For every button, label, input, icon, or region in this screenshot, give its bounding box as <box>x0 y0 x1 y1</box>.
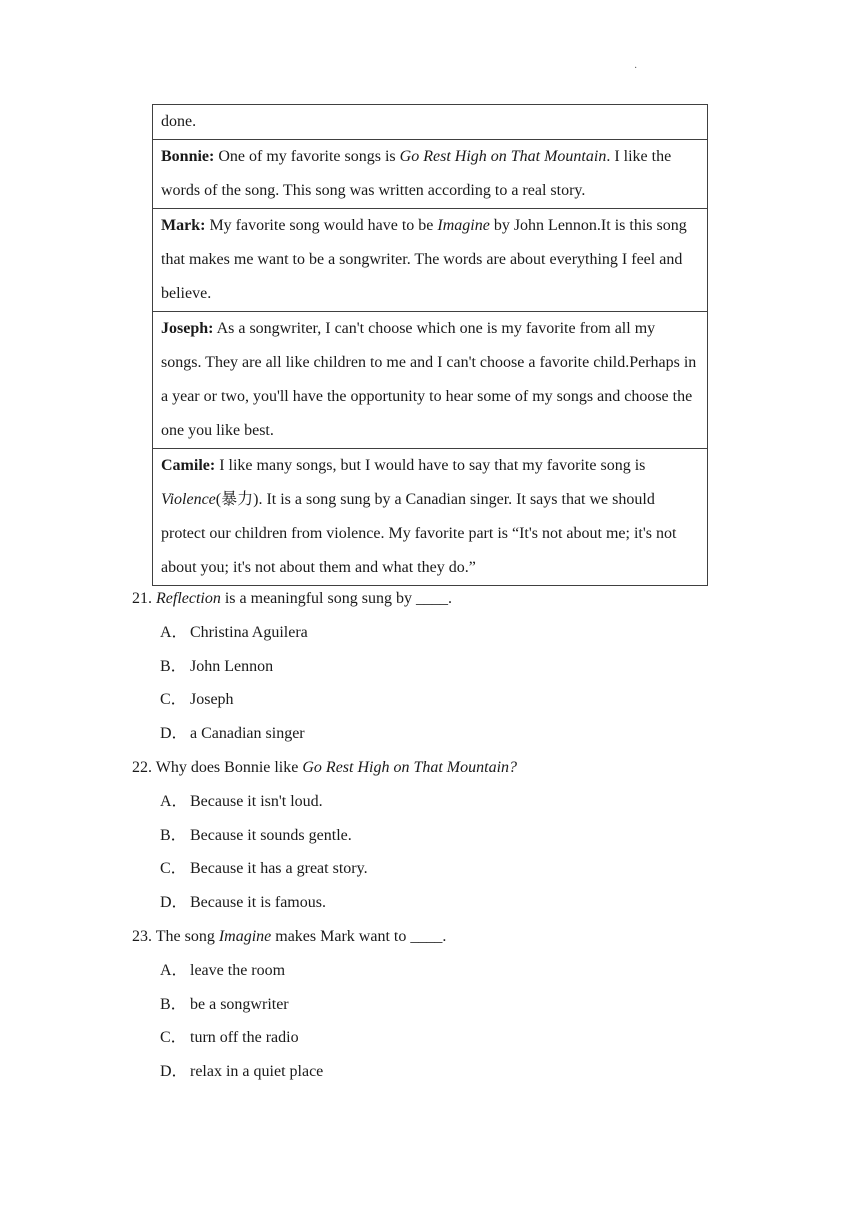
quote-text: My favorite song would have to be <box>205 217 438 234</box>
option-letter: C． <box>160 691 187 709</box>
song-title: Imagine <box>218 927 272 945</box>
quote-text: I like many songs, but I would have to say that my favorite song is <box>215 457 646 474</box>
option-letter: A． <box>160 792 188 810</box>
option-text: John Lennon <box>190 657 274 675</box>
table-row <box>153 105 708 140</box>
quote-text: As a songwriter, I can't choose which one is my favorite from all my songs. They are all like children to me and I can't choose a favorite child.Perhaps in a year or two, you'll have the opportunity to hear some of my songs and choose the one you like best. <box>161 320 697 439</box>
option-text: leave the room <box>190 961 286 979</box>
question-stem <box>132 920 732 954</box>
option-letter: C． <box>160 860 187 878</box>
question-list <box>132 582 732 1089</box>
table-row <box>153 312 708 449</box>
question-number: 22. <box>132 758 152 776</box>
song-title: Go Rest High on That Mountain? <box>302 758 518 776</box>
option-a[interactable] <box>132 785 732 819</box>
option-b[interactable] <box>132 819 732 853</box>
quote-text: done. <box>161 113 197 130</box>
table-cell <box>153 209 708 312</box>
option-a[interactable] <box>132 954 732 988</box>
speaker-name: Mark: <box>161 217 206 234</box>
option-letter: B． <box>160 826 187 844</box>
page-marker: · <box>634 63 638 74</box>
option-d[interactable] <box>132 886 732 920</box>
option-d[interactable] <box>132 717 732 751</box>
table-row <box>153 209 708 312</box>
option-text: turn off the radio <box>190 1029 299 1047</box>
table-row <box>153 449 708 586</box>
speaker-name: Camile: <box>161 457 216 474</box>
table-row <box>153 140 708 209</box>
quote-text: (暴力). It is a song sung by a Canadian singer. It says that we should protect our children from violence. My favorite part is “It's not about me; it's not about you; it's not about them and what they do.” <box>161 491 677 576</box>
question-stem <box>132 751 732 785</box>
option-text: Because it has a great story. <box>190 860 368 878</box>
table-cell <box>153 449 708 586</box>
option-letter: D． <box>160 894 188 912</box>
option-d[interactable] <box>132 1055 732 1089</box>
option-b[interactable] <box>132 650 732 684</box>
option-letter: D． <box>160 725 188 743</box>
option-letter: B． <box>160 657 187 675</box>
option-c[interactable] <box>132 683 732 717</box>
option-letter: C． <box>160 1029 187 1047</box>
option-text: a Canadian singer <box>190 725 305 743</box>
option-letter: B． <box>160 995 187 1013</box>
stem-text: makes Mark want to ____. <box>271 927 447 945</box>
song-title: Go Rest High on That Mountain <box>399 148 607 165</box>
option-letter: D． <box>160 1063 188 1081</box>
option-b[interactable] <box>132 988 732 1022</box>
song-title: Violence <box>161 491 216 508</box>
option-text: relax in a quiet place <box>190 1063 324 1081</box>
table-cell <box>153 312 708 449</box>
option-text: Christina Aguilera <box>190 623 308 641</box>
speaker-name: Joseph: <box>161 320 214 337</box>
option-text: Because it is famous. <box>190 894 326 912</box>
option-letter: A． <box>160 961 188 979</box>
stem-text: Why does Bonnie like <box>152 758 303 776</box>
option-c[interactable] <box>132 852 732 886</box>
song-title: Imagine <box>437 217 490 234</box>
option-c[interactable] <box>132 1021 732 1055</box>
question-stem <box>132 582 732 616</box>
option-text: Because it isn't loud. <box>190 792 323 810</box>
option-letter: A． <box>160 623 188 641</box>
option-text: Joseph <box>190 691 234 709</box>
speaker-name: Bonnie: <box>161 148 215 165</box>
question-number: 23. <box>132 927 152 945</box>
table-cell <box>153 140 708 209</box>
option-text: Because it sounds gentle. <box>190 826 352 844</box>
stem-text: is a meaningful song sung by ____. <box>220 590 452 607</box>
stem-text: The song <box>152 927 219 945</box>
song-title: Reflection <box>156 590 221 607</box>
option-a[interactable] <box>132 616 732 650</box>
quote-text: . I like the words of the song. This song was written according to a real story. <box>161 148 672 199</box>
quote-text: One of my favorite songs is <box>214 148 400 165</box>
quotes-table <box>152 104 708 586</box>
question-number: 21. <box>132 590 152 607</box>
table-cell <box>153 105 708 140</box>
option-text: be a songwriter <box>190 995 289 1013</box>
quote-text: by John Lennon.It is this song that makes me want to be a songwriter. The words are about everything I feel and believe. <box>161 217 687 302</box>
